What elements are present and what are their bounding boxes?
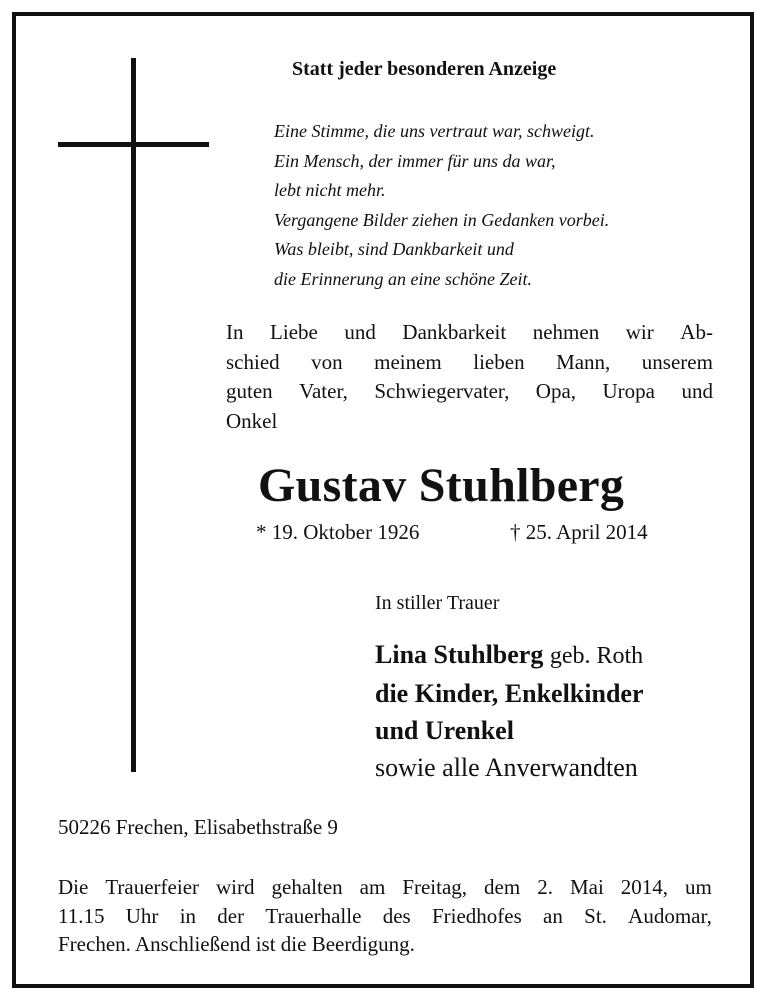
farewell-line [226, 377, 713, 407]
funeral-line: Frechen. Anschließend ist die Beerdigung. [58, 932, 415, 956]
word: dem [484, 875, 521, 899]
poem-line: Eine Stimme, die uns vertraut war, schweigt. [274, 121, 595, 141]
word: nehmen [532, 320, 600, 344]
word: Freitag, [402, 875, 468, 899]
word: Uropa [602, 379, 655, 403]
word: Liebe [270, 320, 318, 344]
farewell-line [226, 348, 713, 378]
poem-line: Vergangene Bilder ziehen in Gedanken vorbei. [274, 209, 610, 230]
word: lieben [473, 349, 525, 374]
word: Ab- [680, 320, 713, 344]
word: Trauerfeier [105, 875, 200, 899]
word: wird [216, 875, 255, 899]
word: und [344, 320, 376, 344]
poem-line: lebt nicht mehr. [274, 180, 386, 200]
farewell-line: Onkel [226, 408, 278, 433]
family-line: die Kinder, Enkelkinder [375, 679, 644, 708]
family-address: 50226 Frechen, Elisabethstraße 9 [58, 815, 338, 839]
word: des [382, 903, 411, 928]
word: Opa, [535, 379, 577, 403]
word: in [179, 903, 197, 928]
word: 2. [537, 875, 553, 899]
word: schied [226, 349, 280, 374]
word: Vater, [299, 379, 348, 403]
word: Mann, [556, 349, 611, 374]
mourners-list [375, 636, 644, 786]
farewell-line [226, 318, 713, 348]
cross-vertical-bar [131, 58, 136, 772]
word: Dankbarkeit [402, 320, 507, 344]
word: am [359, 875, 386, 899]
word: unserem [641, 349, 713, 374]
deceased-name: Gustav Stuhlberg [258, 459, 625, 512]
funeral-line [58, 902, 712, 931]
word: Audomar, [628, 903, 712, 928]
cross-horizontal-bar [58, 142, 209, 147]
word: In [226, 320, 244, 344]
mourning-intro: In stiller Trauer [375, 592, 500, 614]
notice-heading: Statt jeder besonderen Anzeige [292, 58, 557, 80]
word: Schwiegervater, [374, 379, 510, 403]
funeral-line [58, 873, 712, 902]
death-date: † 25. April 2014 [510, 520, 648, 544]
poem-line: Ein Mensch, der immer für uns da war, [274, 150, 556, 171]
birth-date: * 19. Oktober 1926 [256, 520, 420, 544]
word: 11.15 [58, 903, 105, 928]
word: wir [625, 320, 654, 344]
poem-line: die Erinnerung an eine schöne Zeit. [274, 268, 532, 289]
poem-line: Was bleibt, sind Dankbarkeit und [274, 239, 514, 259]
farewell-text [226, 318, 713, 436]
word: guten [226, 379, 273, 403]
word: gehalten [271, 875, 343, 899]
word: 2014, [620, 875, 669, 899]
word: von [311, 349, 343, 374]
word: Trauerhalle [265, 903, 362, 928]
life-dates [256, 520, 648, 545]
spouse-maiden-name: geb. Roth [549, 643, 644, 669]
word: Uhr [125, 903, 159, 928]
word: um [685, 875, 712, 899]
word: Mai [569, 875, 604, 899]
funeral-notice [58, 873, 712, 959]
word: der [217, 903, 245, 928]
word: Die [58, 875, 89, 899]
poem [274, 117, 609, 294]
relatives-line: sowie alle Anverwandten [375, 753, 638, 782]
word: St. [584, 903, 607, 928]
word: an [543, 903, 563, 928]
spouse-line [375, 636, 644, 675]
family-line: und Urenkel [375, 716, 514, 745]
spouse-name: Lina Stuhlberg [375, 640, 544, 669]
word: meinem [374, 349, 442, 374]
word: und [681, 379, 713, 403]
word: Friedhofes [431, 903, 522, 928]
